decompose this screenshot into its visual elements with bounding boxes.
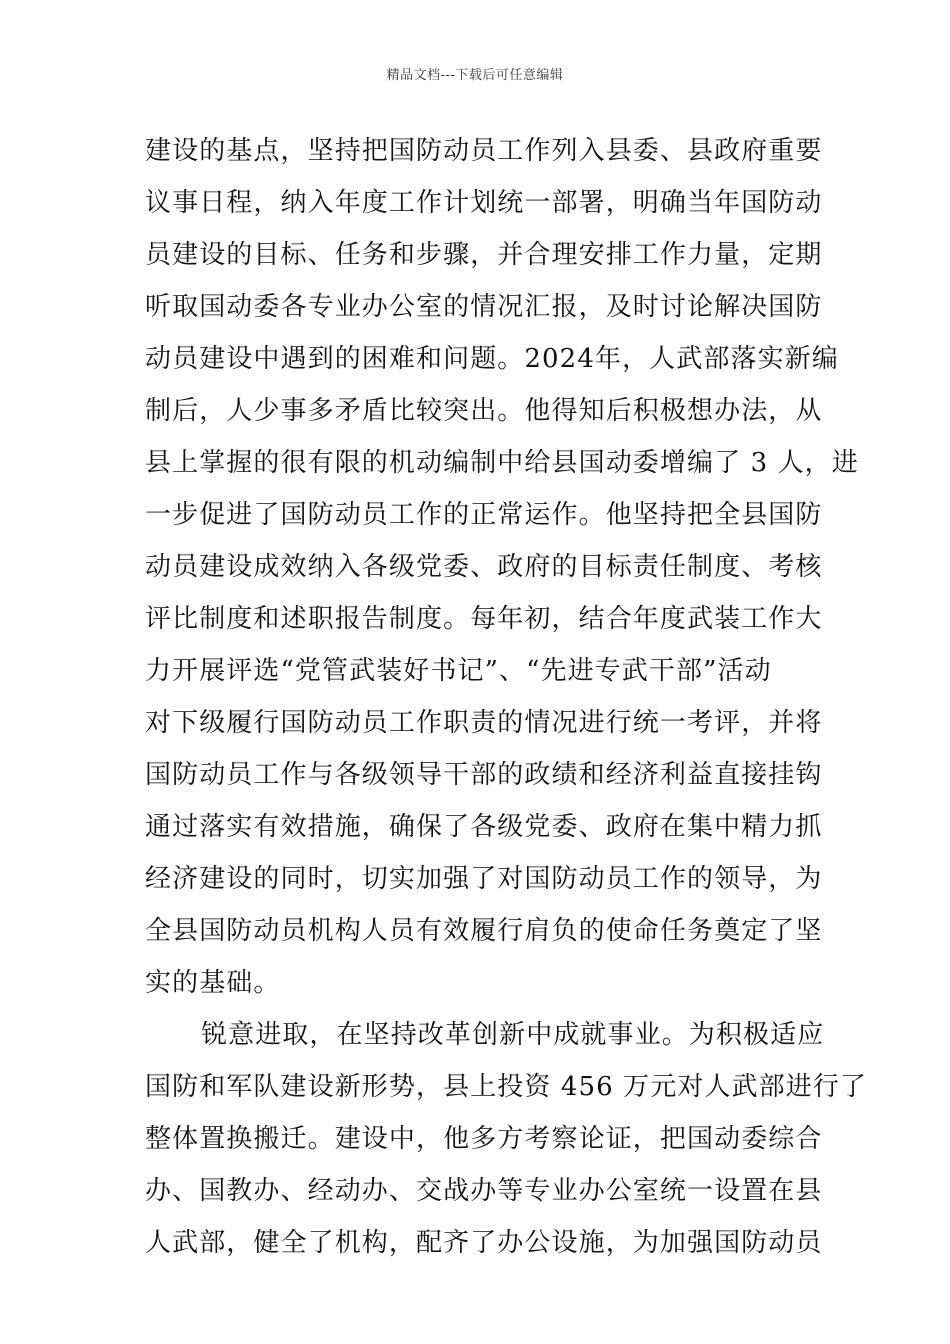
text-line: 对下级履行国防动员工作职责的情况进行统一考评，并将 [145, 708, 823, 738]
text-line: 员建设的目标、任务和步骤，并合理安排工作力量，定期 [145, 240, 823, 270]
text-line: 动员建设中遇到的困难和问题。2024年，人武部落实新编 [145, 344, 839, 374]
text-line: 人武部，健全了机构，配齐了办公设施，为加强国防动员 [145, 1228, 823, 1258]
text-line: 国防动员工作与各级领导干部的政绩和经济利益直接挂钩 [145, 760, 823, 790]
body-text [145, 125, 868, 1269]
text-line: 整体置换搬迁。建设中，他多方考察论证，把国动委综合 [145, 1124, 823, 1154]
text-line: 国防和军队建设新形势，县上投资 456 万元对人武部进行了 [145, 1072, 868, 1102]
text-line: 评比制度和述职报告制度。每年初，结合年度武装工作大 [145, 604, 823, 634]
text-line: 听取国动委各专业办公室的情况汇报，及时讨论解决国防 [145, 292, 823, 322]
text-line: 制后，人少事多矛盾比较突出。他得知后积极想办法，从 [145, 396, 823, 426]
text-line: 一步促进了国防动员工作的正常运作。他坚持把全县国防 [145, 500, 823, 530]
text-line: 经济建设的同时，切实加强了对国防动员工作的领导，为 [145, 864, 823, 894]
text-line: 建设的基点，坚持把国防动员工作列入县委、县政府重要 [145, 136, 823, 166]
page-header: 精品文档---下载后可任意编辑 [386, 68, 564, 83]
text-line: 县上掌握的很有限的机动编制中给县国动委增编了 3 人，进 [145, 448, 859, 478]
paragraph-first-line: 锐意进取，在坚持改革创新中成就事业。为积极适应 [201, 1020, 825, 1050]
text-line: 办、国教办、经动办、交战办等专业办公室统一设置在县 [145, 1176, 823, 1206]
text-line: 力开展评选“党管武装好书记”、“先进专武干部”活动 [145, 656, 772, 686]
text-line: 动员建设成效纳入各级党委、政府的目标责任制度、考核 [145, 552, 823, 582]
text-line: 全县国防动员机构人员有效履行肩负的使命任务奠定了坚 [145, 916, 823, 946]
text-line: 议事日程，纳入年度工作计划统一部署，明确当年国防动 [145, 188, 823, 218]
text-line: 实的基础。 [145, 968, 281, 998]
text-line: 通过落实有效措施，确保了各级党委、政府在集中精力抓 [145, 812, 823, 842]
